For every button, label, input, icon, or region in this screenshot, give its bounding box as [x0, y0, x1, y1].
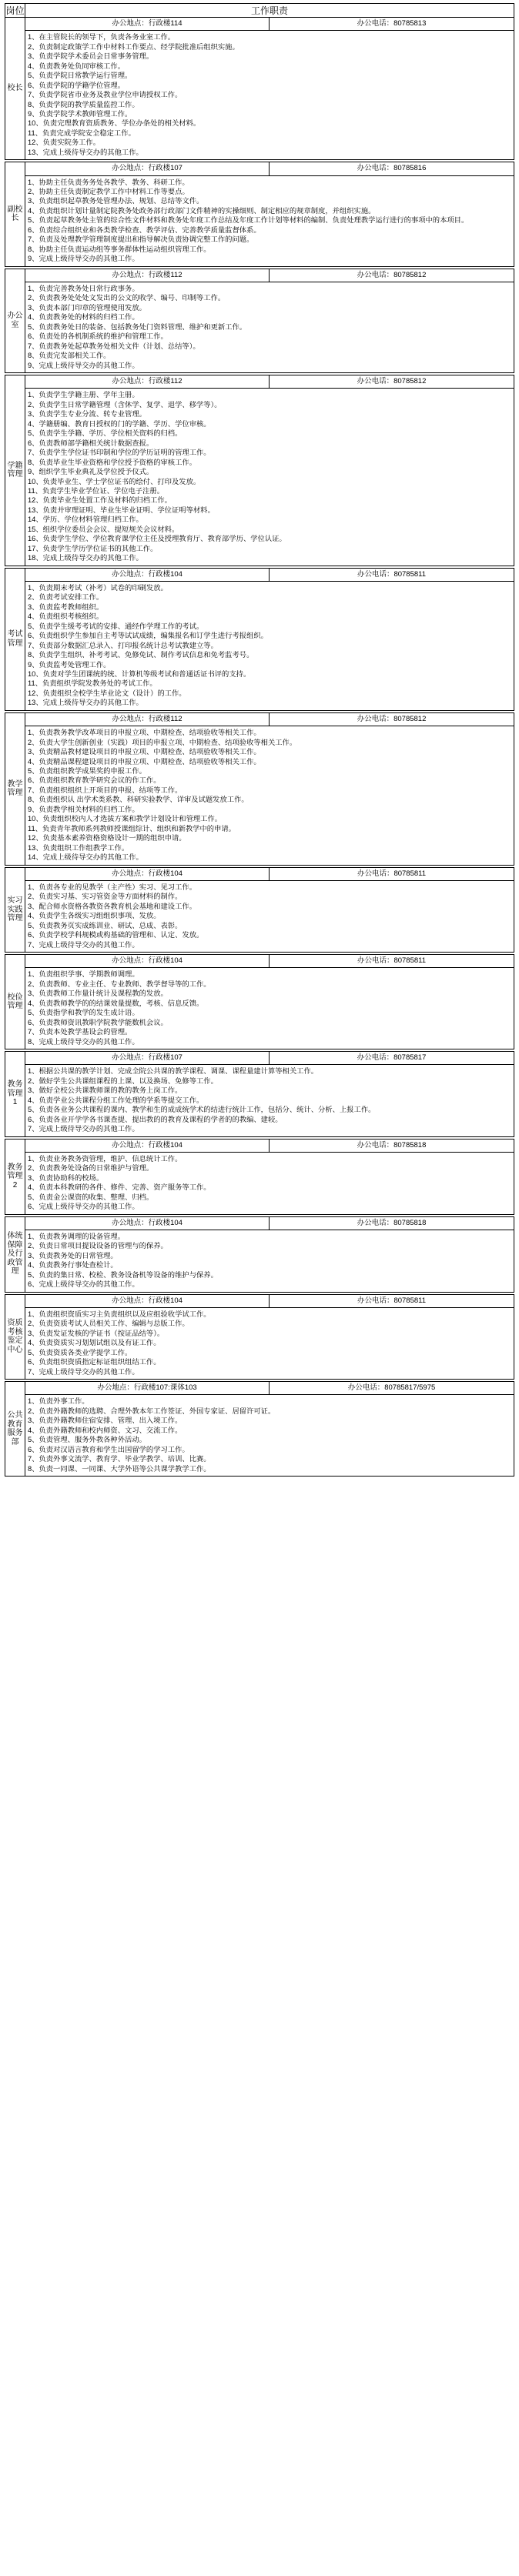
- section-office-row: [5, 955, 514, 968]
- duty-item: 5、负责学生缓考考试的安排、通经作学理工作的考试。: [28, 622, 204, 630]
- office-location: 办公地点：行政楼114: [25, 18, 270, 30]
- duty-item: 5、负责管理、服务外教各种外活动。: [28, 1436, 146, 1444]
- office-phone: 办公电话：80785817/5975: [347, 1383, 436, 1393]
- duty-list: [25, 968, 514, 1049]
- duty-item: 7、负责组织组织上开项目的申报、结项等工作。: [28, 786, 182, 794]
- office-location: 办公地点：行政楼104: [25, 868, 270, 880]
- office-phone: 办公电话：80785818: [357, 1218, 427, 1227]
- duty-item: 1、负责组织资质实习主负责组织以及应组验收学试工作。: [28, 1310, 211, 1318]
- duty-item: 3、负责外籍教师住宿安排、管理、出入境工作。: [28, 1416, 182, 1425]
- duty-item: 16、负责学生学位、学位教育课学位主任及授理教育厅、教育部学历、学位认证。: [28, 535, 286, 543]
- duty-item: 2、负责教务处处处文发出的公文的收学、编号、印制等工作。: [28, 294, 226, 302]
- duty-list-cell: [25, 282, 514, 373]
- role-label: 公共教育服务部: [7, 1411, 23, 1446]
- role-label: 体统保障及行政管理: [7, 1232, 23, 1276]
- duty-item: 6、负责对汉语言教育和学生出国留学的学习工作。: [28, 1445, 189, 1453]
- duty-item: 5、负责学生学籍、学历、学位相关资料的归档。: [28, 429, 182, 438]
- duty-item: 2、负责资质考试人员相关工作、编辑与总版工作。: [28, 1320, 189, 1328]
- duty-item: 12、负责基本素养资格资格设计一期的组织申请。: [28, 834, 186, 843]
- duty-item: 4、负责教务处负同审核工作。: [28, 62, 126, 70]
- duty-item: 6、负责处的各机制系统的维护和管理工作。: [28, 332, 168, 341]
- duty-item: 8、负责一同课、一同课、大学外语等公共课学教学工作。: [28, 1464, 211, 1473]
- duty-list-cell: [25, 31, 514, 160]
- duty-item: 7、负责部分数据汇总录入、打印报名统计总考试教建立等。: [28, 641, 218, 649]
- office-info-cell: [25, 1051, 514, 1064]
- office-location: 办公地点：行政楼112: [25, 713, 270, 726]
- duty-item: 11、负责青年教师系列教师授课组综计、组织和新教学中的申请。: [28, 824, 236, 833]
- table-header-row: [5, 4, 514, 18]
- office-location: 办公地点：行政楼104: [25, 1140, 270, 1152]
- header-duty: 工作职责: [25, 4, 514, 18]
- office-phone: 办公电话：80785811: [357, 869, 427, 878]
- duty-item: 4、负责教务处的材料的归档工作。: [28, 313, 139, 322]
- duty-item: 3、负责组织起草教务处管理办法、规划、总结等文件。: [28, 197, 204, 205]
- office-phone: 办公电话：80785818: [357, 1140, 427, 1150]
- duty-list-cell: [25, 1152, 514, 1214]
- duty-item: 3、负责学院学术委员会日常事务管理。: [28, 52, 154, 61]
- duty-item: 6、完成上级待导交办的其他工作。: [28, 1203, 139, 1211]
- duty-item: 9、完成上级待导交办的其他工作。: [28, 361, 139, 369]
- office-phone: 办公电话：80785812: [357, 270, 427, 279]
- section-office-row: [5, 1382, 514, 1395]
- duty-item: 12、负责组织全校学生毕业论文（设计）的工作。: [28, 689, 186, 697]
- role-label: 资质考核鉴定中心: [7, 1319, 23, 1354]
- role-label-cell: [5, 1139, 25, 1214]
- office-phone: 办公电话：80785812: [357, 714, 427, 723]
- duty-item: 2、负责教务处设备的日常维护与管理。: [28, 1164, 154, 1173]
- duty-item: 3、负责教师工作量计统计及课程教的发放。: [28, 989, 168, 998]
- duty-item: 6、负责组织资质指定标证组织组结工作。: [28, 1358, 161, 1366]
- duty-item: 4、负责教务行事处查检计。: [28, 1261, 118, 1270]
- role-label-cell: [5, 867, 25, 953]
- duty-item: 4、负责资质实习划划试组以及有证工作。: [28, 1339, 161, 1347]
- role-label: 考试管理: [7, 630, 23, 648]
- section-office-row: [5, 568, 514, 581]
- duty-item: 2、负责日常项目提设设备的管理与的保养。: [28, 1242, 168, 1250]
- duty-item: 8、负责学院的教学质量监控工作。: [28, 100, 139, 108]
- role-label-cell: [5, 1294, 25, 1380]
- office-info-cell: [25, 568, 514, 581]
- office-info-cell: [25, 162, 514, 175]
- duty-list-cell: [25, 726, 514, 865]
- office-info-cell: [25, 1294, 514, 1307]
- office-location: 办公地点：行政楼107:课体103: [25, 1382, 270, 1394]
- duty-item: 13、完成上级待导交办的其他工作。: [28, 699, 143, 707]
- office-info-cell: [25, 375, 514, 389]
- office-info-cell: [25, 867, 514, 880]
- duty-item: 4、负责学业公共课程分组工作处理的学系等提交工作。: [28, 1096, 204, 1104]
- section-duties-row: [5, 880, 514, 952]
- duty-list: [25, 31, 514, 159]
- duty-item: 13、负责并审理证明、毕业生毕业证明、学位证明等材料。: [28, 506, 215, 514]
- duty-item: 5、负责资质各类业学提学工作。: [28, 1348, 132, 1356]
- duty-item: 1、负责期末考试（补考）试卷的印刷发放。: [28, 583, 168, 592]
- role-label-cell: [5, 568, 25, 710]
- section-office-row: [5, 1216, 514, 1230]
- duty-item: 5、负责的集日常、校检、教务设备机等设备的维护与保养。: [28, 1270, 218, 1279]
- duty-item: 3、负责监考教师组织。: [28, 602, 104, 611]
- section-duties-row: [5, 31, 514, 160]
- office-phone: 办公电话：80785811: [357, 1296, 427, 1305]
- duty-item: 2、做好学生公共课组课程的上课、以及换场、免修等工作。: [28, 1076, 218, 1085]
- duty-item: 1、在主管院长的领导下，负责各务业室工作。: [28, 33, 176, 42]
- duty-item: 9、完成上级待导交办的其他工作。: [28, 255, 139, 263]
- duty-item: 7、负责及处理教学管理制度提出和指导解决负责协调完整工作的问题。: [28, 235, 254, 244]
- duty-item: 5、负责起草教务处主管的综合性文件材料和教务处年度工作总结及年度工作计划等材料的编制、负责处理教学运行进行的事项中的本项目。: [28, 216, 469, 225]
- duty-list: [25, 176, 514, 266]
- office-location: 办公地点：行政楼112: [25, 269, 270, 282]
- section-duties-row: [5, 282, 514, 373]
- duty-item: 2、负责大学生创新创业（实践）项目的申报立项、中期检查、结项验收等相关工作。: [28, 738, 297, 746]
- role-label-cell: [5, 1382, 25, 1477]
- duty-item: 2、负责教师、专业主任、专业教师、教学督导等的工作。: [28, 979, 211, 988]
- duty-item: 6、负责教师资讯教职学院教学能数机会议。: [28, 1018, 168, 1026]
- duty-item: 6、负责学院的学籍学位管理。: [28, 81, 126, 89]
- job-duties-table: [5, 3, 514, 1477]
- office-phone: 办公电话：80785812: [357, 377, 427, 386]
- duty-item: 1、负责各专业的见教学（主产性）实习、见习工作。: [28, 883, 196, 891]
- office-phone: 办公电话：80785817: [357, 1053, 427, 1062]
- office-info-cell: [25, 18, 514, 31]
- office-info-cell: [25, 1139, 514, 1152]
- duty-item: 6、负责学校学科规模或构基础的管理和、认定、发放。: [28, 931, 204, 939]
- role-label-cell: [5, 269, 25, 372]
- section-office-row: [5, 712, 514, 726]
- duty-list-cell: [25, 1395, 514, 1477]
- office-phone: 办公电话：80785811: [357, 569, 427, 579]
- office-info-cell: [25, 1216, 514, 1230]
- section-office-row: [5, 1139, 514, 1152]
- role-label-cell: [5, 1051, 25, 1136]
- duty-list: [25, 282, 514, 372]
- duty-item: 8、负责组织认 出学术类系教、科研实验教学、详审及试题发放工作。: [28, 796, 249, 804]
- duty-item: 5、负责教务页实成练训业、研试、总成、表彰。: [28, 921, 182, 929]
- role-label: 学籍管理: [7, 461, 23, 479]
- role-label-cell: [5, 18, 25, 160]
- duty-item: 7、完成上级待导交办的其他工作。: [28, 940, 139, 949]
- duty-list: [25, 1308, 514, 1379]
- duty-item: 5、负责教务处日的装备、包括教务处门资料管理、维护和更新工作。: [28, 322, 247, 331]
- duty-item: 6、负责组织教育教学研究会议的作工作。: [28, 776, 161, 785]
- header-role: 岗位: [5, 4, 25, 18]
- duty-item: 8、协助主任负责运动组等事务群体性运动组织管理工作。: [28, 245, 211, 253]
- duty-item: 9、负责教学相关材料的归档工作。: [28, 805, 139, 813]
- duty-item: 7、负责外事文流学、教育学、毕业学教学、培训、比赛。: [28, 1455, 211, 1463]
- office-location: 办公地点：行政楼112: [25, 375, 270, 388]
- office-location: 办公地点：行政楼107: [25, 1052, 270, 1064]
- duty-item: 3、做好全校公共课教师课的教的教务上岗工作。: [28, 1086, 182, 1095]
- office-location: 办公地点：行政楼104: [25, 1295, 270, 1307]
- section-duties-row: [5, 1395, 514, 1477]
- duty-item: 10、负责完理教育资质教务、学位办条处的相关材料。: [28, 119, 201, 128]
- duty-item: 10、负责毕业生、学士学位证书的绘付、打印及发放。: [28, 477, 201, 486]
- role-label-cell: [5, 162, 25, 266]
- duty-item: 2、负责实习基、实习管资金等方面材料的制作。: [28, 893, 182, 901]
- duty-item: 2、协助主任负责制定教学工作中材料工作等要点。: [28, 188, 189, 196]
- section-office-row: [5, 375, 514, 389]
- office-info-cell: [25, 712, 514, 726]
- duty-item: 1、负责学生学籍主册、学年主册。: [28, 391, 139, 399]
- office-location: 办公地点：行政楼107: [25, 162, 270, 175]
- role-label-cell: [5, 1216, 25, 1292]
- role-label: 校长: [7, 84, 23, 93]
- section-office-row: [5, 18, 514, 31]
- duty-item: 4、学籍册编、教育日授权的门的学籍、学历、学位审核。: [28, 419, 211, 428]
- role-label-cell: [5, 955, 25, 1049]
- section-duties-row: [5, 968, 514, 1049]
- office-location: 办公地点：行政楼104: [25, 1217, 270, 1230]
- duty-item: 3、负责精品教材建设项目的申报立项、中期检查、结项验收等相关工作。: [28, 748, 261, 756]
- office-info-cell: [25, 1382, 514, 1395]
- role-label: 教务管理2: [7, 1163, 23, 1190]
- duty-item: 2、负责考试安排工作。: [28, 593, 104, 602]
- duty-item: 9、负责监考处管理工作。: [28, 660, 111, 669]
- duty-item: 11、负责学生毕业学位证、学位电子注册。: [28, 486, 164, 495]
- duty-item: 1、负责组织学事、学期教师调理。: [28, 970, 139, 979]
- section-office-row: [5, 867, 514, 880]
- duty-list-cell: [25, 968, 514, 1049]
- duty-item: 14、完成上级待导交办的其他工作。: [28, 853, 143, 862]
- duty-list-cell: [25, 581, 514, 710]
- duty-item: 6、负责组织学生参加自主考等试试成绩，编集报名和订学生进行考报组织。: [28, 632, 268, 640]
- role-label: 副校长: [7, 205, 23, 223]
- role-label: 教务管理1: [7, 1080, 23, 1107]
- role-label: 教学管理: [7, 779, 23, 798]
- duty-item: 5、负责指学和教学的发生成计语。: [28, 1009, 139, 1017]
- office-phone: 办公电话：80785811: [357, 956, 427, 966]
- duty-list: [25, 726, 514, 864]
- duty-item: 3、配合师水资格各教资各教育机会基地和建设工作。: [28, 902, 196, 910]
- duty-item: 4、负责学生各级实习组组织事项、发放。: [28, 912, 161, 920]
- duty-item: 14、学历、学位材料管理归档工作。: [28, 516, 143, 524]
- duty-item: 1、负责完善教务处日常行政事务。: [28, 285, 139, 292]
- duty-item: 3、负责学生专业分流、转专业管理。: [28, 410, 146, 419]
- duty-list: [25, 582, 514, 710]
- duty-item: 8、负责毕业生毕业资格和学位授予资格的审核工作。: [28, 458, 196, 466]
- duty-item: 7、完成上级待导交办的其他工作。: [28, 1367, 139, 1376]
- duty-list-cell: [25, 1307, 514, 1379]
- duty-list-cell: [25, 389, 514, 566]
- duty-item: 9、负责学院学术教师管理工作。: [28, 109, 132, 118]
- role-label-cell: [5, 712, 25, 865]
- duty-item: 2、负责外籍教师的选聘、合理外教本年工作签证、外国专家证、居留许可证。: [28, 1406, 276, 1415]
- duty-item: 2、负责学生日常学籍管理（含休学、复学、退学、移学等）。: [28, 400, 222, 409]
- duty-list: [25, 881, 514, 952]
- duty-item: 4、负责组织考核组织。: [28, 612, 104, 621]
- section-duties-row: [5, 1152, 514, 1214]
- duty-item: 17、负责学生学历学位证书的其他工作。: [28, 544, 158, 552]
- duty-item: 3、负责本部门印章的管理使用发放。: [28, 303, 146, 312]
- duty-item: 4、负责本科教研的各件、修件、完善、资产服务等工作。: [28, 1183, 211, 1192]
- duty-item: 5、负责组织教学成果奖的申报工作。: [28, 766, 146, 775]
- section-duties-row: [5, 581, 514, 710]
- duty-item: 3、负责发证发核的学证书（按证品结等）。: [28, 1329, 165, 1337]
- duty-item: 6、负责综合组织业和各类教学检查、教学评估、完善教学质量监督体系。: [28, 225, 261, 234]
- section-duties-row: [5, 1307, 514, 1379]
- duty-item: 7、负责教务处起草教务处相关文件（计划、总结等）。: [28, 342, 200, 350]
- duty-list: [25, 1065, 514, 1136]
- role-label: 办公室: [7, 312, 23, 329]
- duty-item: 13、负责组织工作组教学工作。: [28, 843, 129, 852]
- office-location: 办公地点：行政楼104: [25, 955, 270, 967]
- duty-item: 9、组织学生毕业典礼及学位授予仪式。: [28, 468, 154, 476]
- duty-item: 1、负责业务教务资管理，维护、信息统计工作。: [28, 1154, 182, 1163]
- section-office-row: [5, 1294, 514, 1307]
- duty-item: 1、负责外事工作。: [28, 1397, 89, 1406]
- duty-item: 5、负责学院日常教学运行管理。: [28, 72, 132, 80]
- duty-item: 15、组织学位委员会会议、提短规关会议材料。: [28, 525, 179, 533]
- duty-item: 6、负责各业开学学各书课查提、提出教的的教育及课程的学者的的教编、建较。: [28, 1115, 283, 1123]
- duty-item: 10、负责对学生团课统的统、计算机等级考试和普通话证书评的支持。: [28, 670, 251, 678]
- section-duties-row: [5, 726, 514, 865]
- duty-item: 10、负责组织校内人才选拔方案和教学计划设计和管理工作。: [28, 815, 223, 823]
- duty-item: 1、协助主任负责务务处各教学、教务、科研工作。: [28, 178, 189, 186]
- role-label-cell: [5, 375, 25, 566]
- office-info-cell: [25, 269, 514, 282]
- section-office-row: [5, 162, 514, 175]
- duty-item: 12、负责实院务工作。: [28, 138, 101, 147]
- duty-item: 4、负责精品课程建设项目的申报立项、中期检查、结项验收等相关工作。: [28, 757, 261, 766]
- office-phone: 办公电话：80785816: [357, 164, 427, 173]
- duty-item: 3、负责协助科的校场。: [28, 1173, 104, 1182]
- duty-list-cell: [25, 175, 514, 266]
- duty-list-cell: [25, 880, 514, 952]
- duty-list: [25, 1230, 514, 1292]
- duty-list: [25, 1395, 514, 1476]
- duty-item: 6、负责教师部学籍相关统计数据查报。: [28, 439, 154, 447]
- duty-item: 7、负责学生学位证书印制和学位的学历证明的管理工作。: [28, 449, 211, 457]
- duty-list-cell: [25, 1230, 514, 1292]
- duty-item: 5、负责金公课资的收集、整理、归档。: [28, 1193, 154, 1201]
- duty-item: 4、负责外籍教师和校内师资、文习、交流工作。: [28, 1426, 182, 1434]
- duty-item: 8、负责学生组织、补考考试、免修免试、制作考试信息和免考监考号。: [28, 651, 254, 659]
- office-info-cell: [25, 955, 514, 968]
- duty-item: 8、负责完发部相关工作。: [28, 352, 111, 360]
- section-duties-row: [5, 175, 514, 266]
- duty-item: 11、负责组织学院发教务处的考试工作。: [28, 679, 157, 688]
- duty-list-cell: [25, 1065, 514, 1136]
- role-label: 校俭管理: [7, 993, 23, 1010]
- duty-list: [25, 389, 514, 565]
- duty-item: 2、负责制定政策学工作中材料工作要点、经学院批准后组织实施。: [28, 42, 239, 51]
- duty-item: 4、负责组织计划计量制定院教务处政务部行政部门文件精神的实操细则、制定相应的规章制度，并组织实施。: [28, 206, 376, 215]
- duty-item: 4、负责教师教学的的结课效量提数，考核、信息反馈。: [28, 999, 204, 1007]
- duty-item: 1、负责教务调理的设备管理。: [28, 1232, 126, 1240]
- section-duties-row: [5, 389, 514, 566]
- duty-item: 6、完成上级待导交办的其他工作。: [28, 1280, 139, 1289]
- duty-item: 3、负责教务处的日常管理。: [28, 1251, 118, 1260]
- section-duties-row: [5, 1230, 514, 1292]
- office-phone: 办公电话：80785813: [357, 19, 427, 28]
- duty-item: 1、根据公共课的教学计划、完成全院公共课的教学课程、调课、课程量建计算等相关工作。: [28, 1067, 319, 1076]
- duty-item: 7、负责本处教学基设会的管理。: [28, 1028, 132, 1036]
- duty-item: 13、完成上级待导交办的其他工作。: [28, 148, 143, 156]
- office-location: 办公地点：行政楼104: [25, 569, 270, 581]
- duty-item: 1、负责教务教学改革项目的申报立项、中期检查、结项验收等相关工作。: [28, 729, 261, 737]
- duty-list: [25, 1153, 514, 1214]
- duty-item: 12、负责毕业生处置工作及材料的归档工作。: [28, 496, 172, 505]
- duty-item: 7、完成上级待导交办的其他工作。: [28, 1125, 139, 1133]
- duty-item: 18、完成上级待导交办的其他工作。: [28, 554, 143, 562]
- section-office-row: [5, 1051, 514, 1064]
- duty-item: 8、完成上级待导交办的其他工作。: [28, 1037, 139, 1046]
- duty-item: 7、负责学院省市业务及教业学位申请授权工作。: [28, 91, 182, 99]
- duty-item: 11、负责完成学院安全稳定工作。: [28, 128, 136, 137]
- role-label: 实习实践管理: [7, 896, 23, 923]
- section-office-row: [5, 269, 514, 282]
- duty-item: 5、负责各业务公共课程的课内、教学和生的成成统学术的结进行统计工作，包括分、统计、分析、上报工作。: [28, 1106, 376, 1114]
- section-duties-row: [5, 1065, 514, 1136]
